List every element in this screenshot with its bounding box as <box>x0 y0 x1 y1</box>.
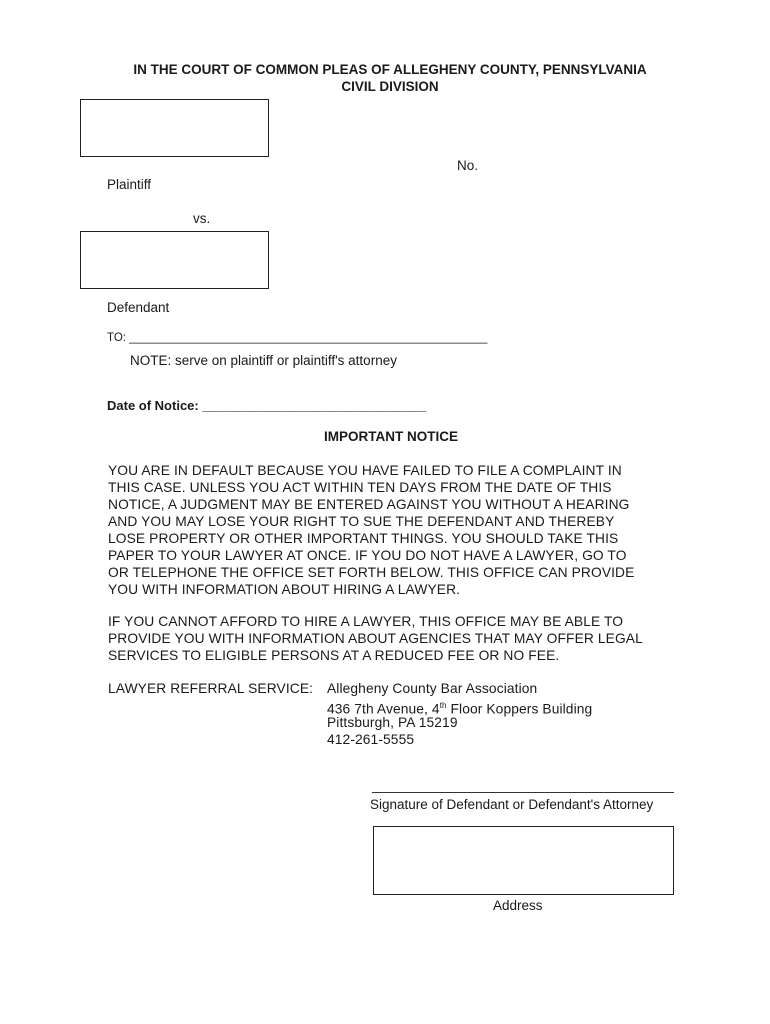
important-notice-heading: IMPORTANT NOTICE <box>324 429 458 444</box>
to-line <box>107 332 497 344</box>
date-of-notice-label: Date of Notice: <box>107 398 199 413</box>
date-of-notice-blank[interactable]: _______________________________ <box>202 398 427 413</box>
to-label: TO: <box>107 332 126 344</box>
paragraph-line: IF YOU CANNOT AFFORD TO HIRE A LAWYER, THIS OFFICE MAY BE ABLE TO <box>108 614 624 629</box>
service-note: NOTE: serve on plaintiff or plaintiff's attorney <box>130 353 397 368</box>
referral-org: Allegheny County Bar Association <box>327 681 538 696</box>
plaintiff-label: Plaintiff <box>107 177 152 192</box>
address-street: 436 7th Avenue, 4 <box>327 701 440 717</box>
paragraph-line: YOU ARE IN DEFAULT BECAUSE YOU HAVE FAILED TO FILE A COMPLAINT IN <box>108 463 622 478</box>
to-blank[interactable]: ________________________________________________________ <box>129 332 488 344</box>
paragraph-line: SERVICES TO ELIGIBLE PERSONS AT A REDUCED FEE OR NO FEE. <box>108 648 560 663</box>
paragraph-line: LOSE PROPERTY OR OTHER IMPORTANT THINGS. YOU SHOULD TAKE THIS <box>108 531 619 546</box>
address-building: Floor Koppers Building <box>446 701 593 717</box>
defendant-name-field[interactable] <box>80 231 269 289</box>
paragraph-line: AND YOU MAY LOSE YOUR RIGHT TO SUE THE DEFENDANT AND THEREBY <box>108 514 615 529</box>
versus-label: vs. <box>193 211 211 226</box>
address-label: Address <box>493 898 543 913</box>
paragraph-line: PAPER TO YOUR LAWYER AT ONCE. IF YOU DO NOT HAVE A LAWYER, GO TO <box>108 548 627 563</box>
default-notice-paragraph <box>108 462 708 598</box>
referral-service-label: LAWYER REFERRAL SERVICE: <box>108 681 314 696</box>
paragraph-line: OR TELEPHONE THE OFFICE SET FORTH BELOW. THIS OFFICE CAN PROVIDE <box>108 565 635 580</box>
paragraph-line: YOU WITH INFORMATION ABOUT HIRING A LAWYER. <box>108 582 461 597</box>
referral-address-line-2: Pittsburgh, PA 15219 <box>327 715 458 730</box>
paragraph-line: THIS CASE. UNLESS YOU ACT WITHIN TEN DAYS FROM THE DATE OF THIS <box>108 480 612 495</box>
defendant-label: Defendant <box>107 300 170 315</box>
address-field[interactable] <box>373 826 674 895</box>
division-title: CIVIL DIVISION <box>341 79 439 94</box>
floor-suffix: th <box>439 701 447 710</box>
signature-line[interactable] <box>372 792 674 793</box>
signature-label: Signature of Defendant or Defendant's Attorney <box>370 797 654 812</box>
paragraph-line: NOTICE, A JUDGMENT MAY BE ENTERED AGAINST YOU WITHOUT A HEARING <box>108 497 630 512</box>
referral-phone: 412-261-5555 <box>327 732 415 747</box>
plaintiff-name-field[interactable] <box>80 99 269 157</box>
paragraph-line: PROVIDE YOU WITH INFORMATION ABOUT AGENCIES THAT MAY OFFER LEGAL <box>108 631 643 646</box>
date-of-notice <box>107 398 427 413</box>
case-number-label: No. <box>457 158 479 173</box>
legal-aid-paragraph <box>108 613 708 664</box>
court-title: IN THE COURT OF COMMON PLEAS OF ALLEGHENY COUNTY, PENNSYLVANIA <box>133 62 647 77</box>
